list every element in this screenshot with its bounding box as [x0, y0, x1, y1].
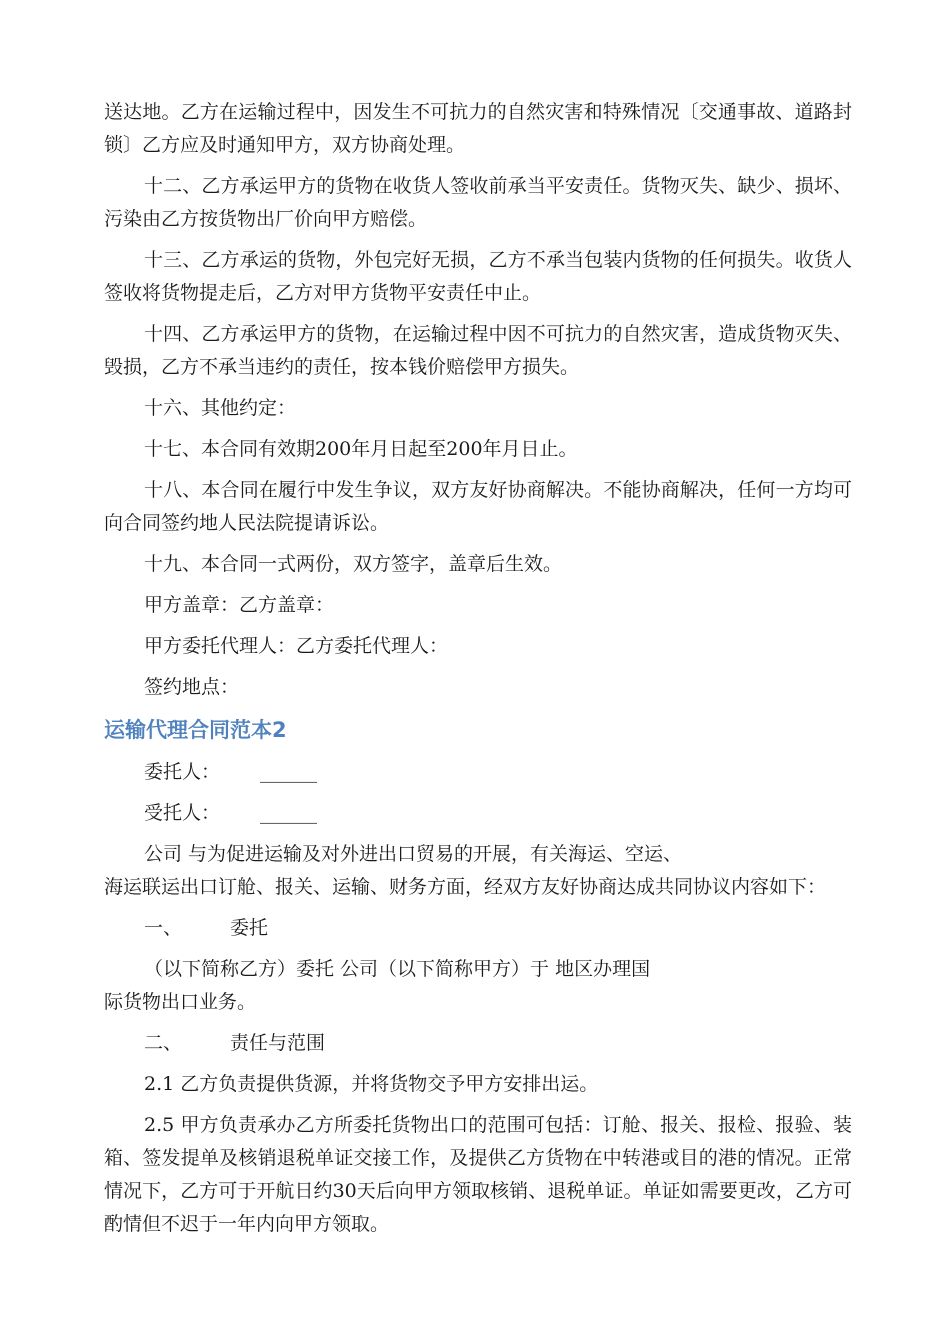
clause-1-heading	[104, 912, 852, 945]
paragraph-continuation: 送达地。乙方在运输过程中，因发生不可抗力的自然灾害和特殊情况〔交通事故、道路封锁〕乙方应及时通知甲方，双方协商处理。	[104, 101, 852, 156]
clause-13: 十三、乙方承运的货物，外包完好无损，乙方不承当包装内货物的任何损失。收货人签收将货物提走后，乙方对甲方货物平安责任中止。	[104, 249, 852, 304]
clause-14: 十四、乙方承运甲方的货物，在运输过程中因不可抗力的自然灾害，造成货物灭失、毁损，乙方不承当违约的责任，按本钱价赔偿甲方损失。	[104, 323, 852, 378]
clause-2-number: 二、	[144, 1032, 183, 1054]
intro-paragraph	[104, 838, 852, 904]
clause-2-title: 责任与范围	[230, 1032, 326, 1054]
client-blank: ______	[260, 761, 318, 783]
section-title: 运输代理合同范本2	[104, 718, 287, 742]
clause-17: 十七、本合同有效期200年月日起至200年月日止。	[144, 438, 578, 460]
intro-line-1: 公司 与为促进运输及对外进出口贸易的开展，有关海运、空运、	[144, 843, 683, 865]
agent-line	[104, 797, 852, 830]
clause-2-5: 2.5 甲方负责承办乙方所委托货物出口的范围可包括：订舱、报关、报检、报验、装箱、签发提单及核销退税单证交接工作，及提供乙方货物在中转港或目的港的情况。正常情况下，乙方可于开航日约30天后向甲方领取核销、退税单证。单证如需要更改，乙方可酌情但不迟于一年内向甲方领取。	[104, 1114, 852, 1235]
clause-18: 十八、本合同在履行中发生争议，双方友好协商解决。不能协商解决，任何一方均可向合同签约地人民法院提请诉讼。	[104, 479, 852, 534]
clause-2-heading	[104, 1027, 852, 1060]
clause-1-body	[104, 953, 852, 1019]
intro-line-2: 海运联运出口订舱、报关、运输、财务方面，经双方友好协商达成共同协议内容如下：	[104, 876, 827, 898]
party-agents-line: 甲方委托代理人：乙方委托代理人：	[144, 635, 449, 657]
clause-1-title: 委托	[230, 917, 269, 939]
client-line	[104, 756, 852, 789]
clause-12: 十二、乙方承运甲方的货物在收货人签收前承当平安责任。货物灭失、缺少、损坏、污染由乙方按货物出厂价向甲方赔偿。	[104, 175, 852, 230]
clause-1-body-line-1: （以下简称乙方）委托 公司（以下简称甲方）于 地区办理国	[144, 958, 651, 980]
agent-blank: ______	[260, 802, 318, 824]
clause-1-body-line-2: 际货物出口业务。	[104, 991, 257, 1013]
agent-label: 受托人：	[144, 802, 221, 824]
signing-place-line: 签约地点：	[144, 676, 240, 698]
clause-16: 十六、其他约定：	[144, 397, 297, 419]
party-seals-line: 甲方盖章：乙方盖章：	[144, 594, 335, 616]
clause-2-1: 2.1 乙方负责提供货源，并将货物交予甲方安排出运。	[144, 1073, 599, 1095]
clause-19: 十九、本合同一式两份，双方签字，盖章后生效。	[144, 553, 563, 575]
document-page	[104, 96, 852, 1249]
client-label: 委托人：	[144, 761, 221, 783]
clause-1-number: 一、	[144, 917, 183, 939]
